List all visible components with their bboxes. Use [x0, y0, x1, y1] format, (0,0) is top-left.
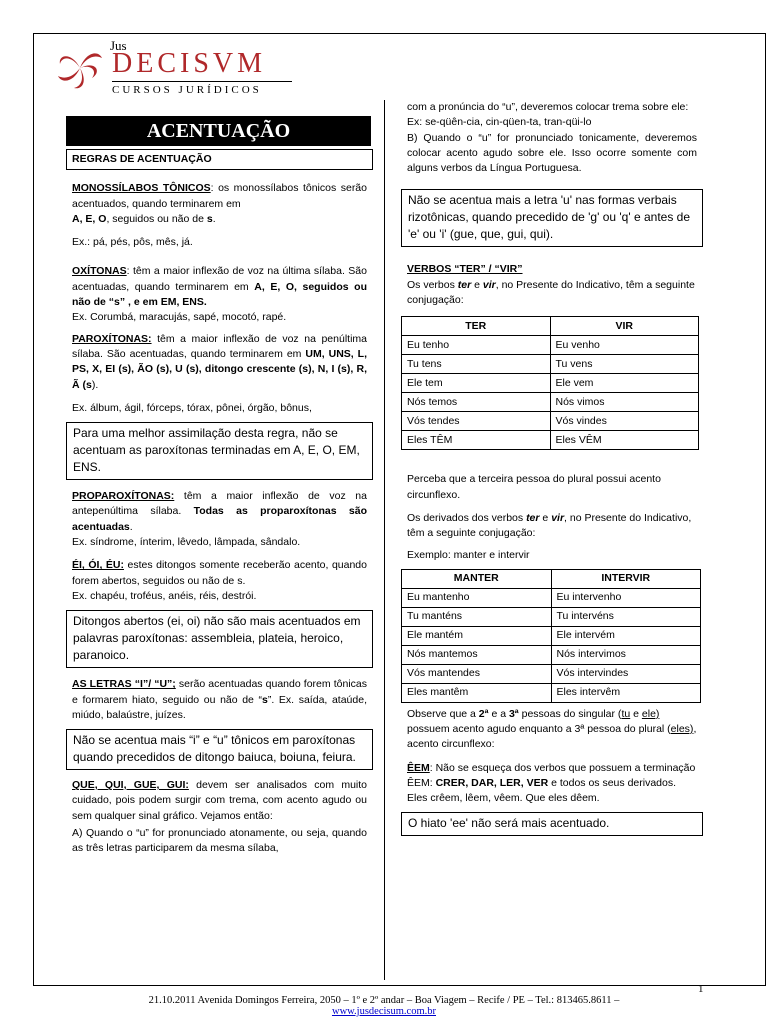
table-header: INTERVIR [551, 569, 701, 588]
monossilabos-paragraph: MONOSSÍLABOS TÔNICOS: os monossílabos tônicos serão acentuados, quando terminarem em A, E, O, seguidos ou não de s. [72, 182, 367, 225]
table-cell: Eles intervêm [551, 683, 701, 702]
monossilabos-example: Ex.: pá, pés, pôs, mês, já. [72, 236, 193, 249]
exemplo-text: Exemplo: manter e intervir [407, 548, 530, 561]
table-cell: Eu tenho [402, 336, 551, 355]
page-title: ACENTUAÇÃO [66, 116, 371, 146]
table-cell: Tu tens [402, 355, 551, 374]
table-cell: Tu manténs [402, 607, 552, 626]
table-row [402, 588, 701, 607]
table-header-row [402, 569, 701, 588]
trema-example: Ex: se-qüên-cia, cin-qüen-ta, tran-qüi-lo [407, 116, 592, 129]
table-row [402, 393, 699, 412]
manter-intervir-table [401, 569, 701, 703]
observe-paragraph: Observe que a 2ª e a 3ª pessoas do singular (tu e ele) possuem acento agudo enquanto a 3ª pessoa do plural (eles), acento circunflexo: [407, 707, 697, 751]
table-row [402, 683, 701, 702]
monossilabos-heading: MONOSSÍLABOS TÔNICOS [72, 182, 211, 195]
table-cell: Eles VÊM [550, 431, 699, 450]
note-box-letras: Não se acentua mais “i” e “u” tônicos em paroxítonas quando precedidos de ditongo baiuca, boiuna, feiura. [66, 729, 373, 770]
table-cell: Eu intervenho [551, 588, 701, 607]
table-cell: Vós mantendes [402, 664, 552, 683]
footer-address: 21.10.2011 Avenida Domingos Ferreira, 2050 – 1º e 2º andar – Boa Viagem – Recife / PE – Tel.: 813465.8611 – [148, 995, 620, 1006]
table-cell: Vós vindes [550, 412, 699, 431]
note-box-ditongos: Ditongos abertos (ei, oi) não são mais acentuados em palavras paroxítonas: assembleia, plateia, heroico, paranoico. [66, 610, 373, 668]
paroxitonas-heading: PAROXÍTONAS: [72, 332, 152, 345]
paroxitonas-paragraph: PAROXÍTONAS: têm a maior inflexão de voz na penúltima sílaba. São acentuadas, quando terminarem em UM, UNS, L, PS, X, EI (s), ÃO (s), U (s), ditongo crescente (s), N, I (s), R, Ã (s). [72, 332, 367, 391]
table-cell: Ele tem [402, 374, 551, 393]
column-divider [384, 100, 385, 980]
table-cell: Ele mantém [402, 626, 552, 645]
logo-jus: Jus [110, 38, 127, 53]
derivados-paragraph: Os derivados dos verbos ter e vir, no Presente do Indicativo, têm a seguinte conjugação: [407, 511, 692, 540]
footer [0, 995, 768, 1017]
trema-continuation: com a pronúncia do “u”, deveremos colocar trema sobre ele: [407, 101, 689, 113]
logo [52, 38, 292, 100]
table-cell: Eles TÊM [402, 431, 551, 450]
table-cell: Nós vimos [550, 393, 699, 412]
left-column [72, 116, 367, 857]
paroxitonas-example: Ex. álbum, ágil, fórceps, tórax, pônei, órgão, bônus, [72, 401, 312, 414]
logo-swirl-icon [52, 46, 108, 90]
footer-website-link[interactable]: www.jusdecisum.com.br [331, 1006, 436, 1017]
eem-paragraph: ÊEM: Não se esqueça dos verbos que possuem a terminação ÊEM: CRER, DAR, LER, VER e todos os seus derivados. Eles crêem, lêem, vêem. Que eles dêem. [407, 761, 696, 805]
que-qui-heading: QUE, QUI, GUE, GUI: [72, 779, 189, 792]
logo-rule [112, 81, 292, 82]
table-cell: Nós mantemos [402, 645, 552, 664]
table-header-row [402, 317, 699, 336]
table-row [402, 607, 701, 626]
trema-item-b: B) Quando o “u” for pronunciado tonicamente, deveremos colocar acento agudo sobre ele. Isso ocorre somente com alguns verbos da Língua Portuguesa. [407, 131, 697, 175]
table-cell: Ele vem [550, 374, 699, 393]
table-cell: Vós tendes [402, 412, 551, 431]
table-row [402, 431, 699, 450]
section-header: REGRAS DE ACENTUAÇÃO [66, 149, 373, 170]
table-row [402, 664, 701, 683]
table-row [402, 412, 699, 431]
table-row [402, 645, 701, 664]
table-cell: Eles mantêm [402, 683, 552, 702]
note-box-hiato: O hiato 'ee' não será mais acentuado. [401, 812, 703, 836]
table-cell: Eu mantenho [402, 588, 552, 607]
letras-heading: AS LETRAS “I”/ “U”; [72, 678, 176, 691]
note-box-paroxitonas: Para uma melhor assimilação desta regra, não se acentuam as paroxítonas terminadas em A, E, O, EM, ENS. [66, 422, 373, 480]
table-header: MANTER [402, 569, 552, 588]
logo-subtitle: CURSOS JURÍDICOS [112, 84, 262, 96]
right-column [407, 100, 697, 836]
oxitonas-heading: OXÍTONAS [72, 265, 127, 278]
table-row [402, 355, 699, 374]
note-box-trema: Não se acentua mais a letra 'u' nas formas verbais rizotônicas, quando precedido de 'g' ou 'q' e antes de 'e' ou 'i' (gue, que, gui, qui). [401, 189, 703, 247]
table-cell: Tu intervéns [551, 607, 701, 626]
verbos-paragraph: VERBOS “TER” / “VIR” Os verbos ter e vir, no Presente do Indicativo, têm a seguinte conjugação: [407, 263, 695, 307]
logo-brand: DECISVM [112, 48, 267, 79]
que-qui-paragraph: QUE, QUI, GUE, GUI: devem ser analisados com muito cuidado, pois podem surgir com trema, com acento agudo ou sem qualquer sinal gráfico. Vejamos então: [72, 779, 367, 822]
letras-paragraph: AS LETRAS “I”/ “U”; serão acentuadas quando forem tônicas e formarem hiato, seguido ou não de “s”. Ex. saída, ataúde, miúdo, balaústre, juízes. [72, 678, 367, 721]
table-row [402, 626, 701, 645]
perceba-paragraph: Perceba que a terceira pessoa do plural possui acento circunflexo. [407, 473, 661, 501]
table-cell: Vós intervindes [551, 664, 701, 683]
oxitonas-paragraph: OXÍTONAS: têm a maior inflexão de voz na última sílaba. São acentuadas, quando terminarem em A, E, O, seguidos ou não de “s” , e em EM, ENS. Ex. Corumbá, maracujás, sapé, mocotó, rapé. [72, 265, 367, 324]
ditongos-paragraph: ÉI, ÓI, ÉU: estes ditongos somente receberão acento, quando forem abertos, seguidos ou não de s. Ex. chapéu, troféus, anéis, réis, destrói. [72, 559, 367, 602]
table-cell: Tu vens [550, 355, 699, 374]
proparoxitonas-heading: PROPAROXÍTONAS: [72, 490, 175, 503]
table-cell: Eu venho [550, 336, 699, 355]
verbos-heading: VERBOS “TER” / “VIR” [407, 263, 523, 276]
que-qui-item-a: A) Quando o “u” for pronunciado atonamente, ou seja, quando as três letras participarem da mesma sílaba, [72, 827, 367, 855]
table-cell: Ele intervém [551, 626, 701, 645]
page-number: 1 [698, 983, 704, 995]
eem-heading: ÊEM [407, 761, 430, 774]
table-row [402, 336, 699, 355]
table-row [402, 374, 699, 393]
ditongos-heading: ÉI, ÓI, ÉU: [72, 559, 124, 572]
proparoxitonas-paragraph: PROPAROXÍTONAS: têm a maior inflexão de voz na antepenúltima sílaba. Todas as proparoxítonas são acentuadas. Ex. síndrome, ínterim, lêvedo, lâmpada, sândalo. [72, 490, 368, 549]
table-header: VIR [550, 317, 699, 336]
ter-vir-table [401, 316, 699, 450]
table-cell: Nós intervimos [551, 645, 701, 664]
table-header: TER [402, 317, 551, 336]
table-cell: Nós temos [402, 393, 551, 412]
